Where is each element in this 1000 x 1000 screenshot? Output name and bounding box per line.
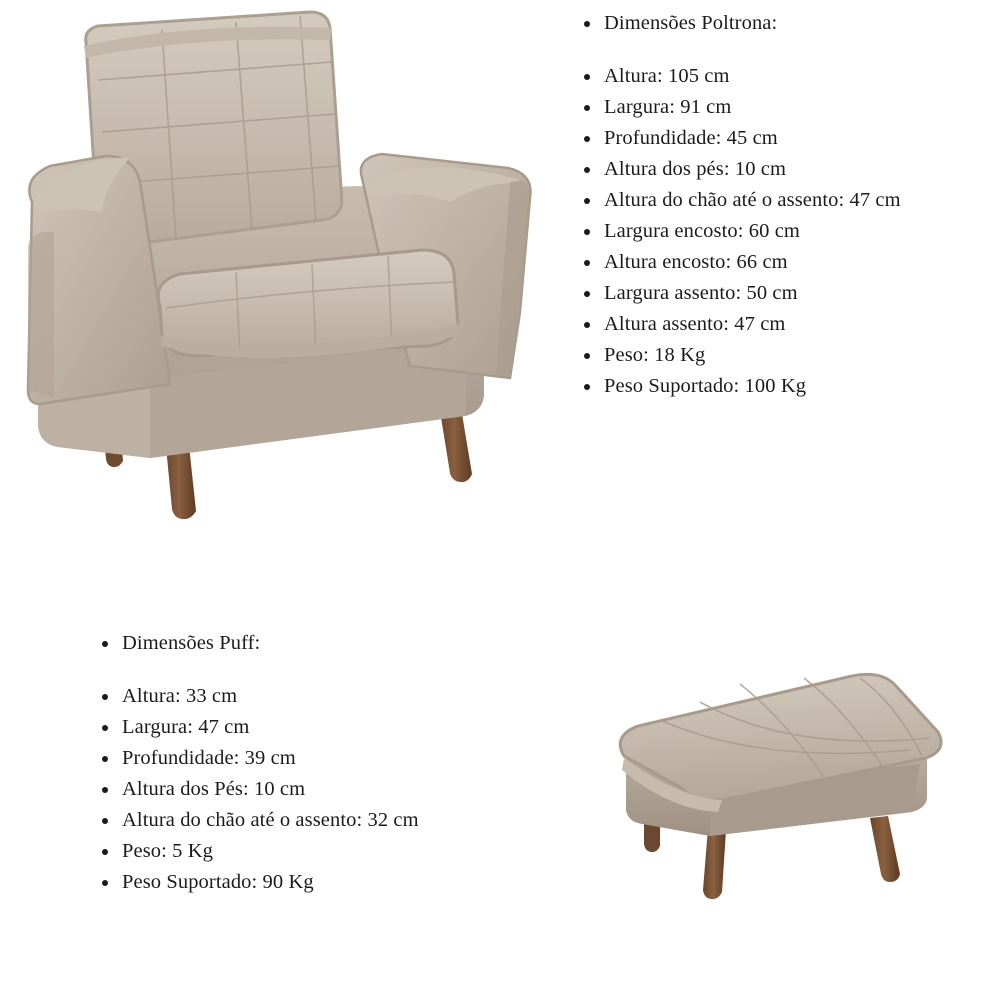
list-item: Altura dos pés: 10 cm (578, 154, 988, 185)
list-item: Altura: 33 cm (96, 681, 556, 712)
armchair-illustration (10, 6, 550, 536)
list-item: Altura do chão até o assento: 32 cm (96, 805, 556, 836)
list-item: Peso: 5 Kg (96, 836, 556, 867)
list-item: Peso Suportado: 100 Kg (578, 371, 988, 402)
armchair-specs-block (578, 8, 988, 402)
armchair-specs-heading: Dimensões Poltrona: (578, 8, 988, 39)
list-item: Altura assento: 47 cm (578, 309, 988, 340)
list-item: Largura: 91 cm (578, 92, 988, 123)
list-item: Profundidade: 45 cm (578, 123, 988, 154)
list-item: Altura: 105 cm (578, 61, 988, 92)
puff-specs-heading: Dimensões Puff: (96, 628, 556, 659)
list-item: Profundidade: 39 cm (96, 743, 556, 774)
armchair-image (10, 6, 550, 536)
list-item: Largura: 47 cm (96, 712, 556, 743)
puff-image (590, 660, 980, 950)
list-item: Altura dos Pés: 10 cm (96, 774, 556, 805)
puff-specs-block (96, 628, 556, 898)
list-item: Altura do chão até o assento: 47 cm (578, 185, 988, 216)
list-item: Peso Suportado: 90 Kg (96, 867, 556, 898)
list-item: Largura assento: 50 cm (578, 278, 988, 309)
list-item: Altura encosto: 66 cm (578, 247, 988, 278)
list-item: Largura encosto: 60 cm (578, 216, 988, 247)
puff-illustration (590, 660, 980, 950)
list-item: Peso: 18 Kg (578, 340, 988, 371)
puff-spec-list (96, 628, 556, 898)
armchair-spec-list (578, 8, 988, 402)
